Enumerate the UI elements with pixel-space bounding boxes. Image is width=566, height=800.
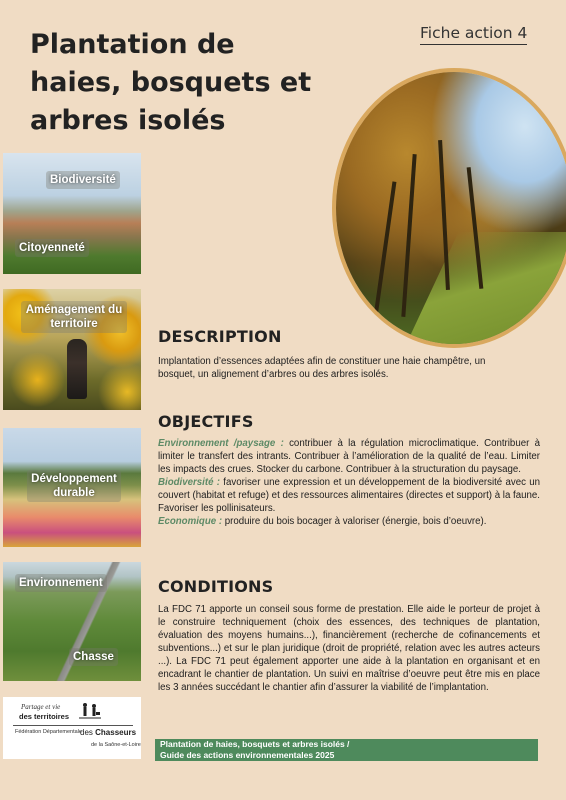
objectifs-environnement: Environnement /paysage : contribuer à la régulation microclimatique. Contribuer à limiter le transfert des intrants. Contribuer à l’amélioration de la qualité de l’eau. Limiter les impacts des crues. Stocker du carbone. Contribuer à la structuration du paysage. — [158, 438, 540, 475]
objectifs-economique: Economique : produire du bois bocager à valoriser (énergie, bois d’oeuvre). — [158, 516, 487, 527]
conditions-heading: CONDITIONS — [158, 577, 274, 596]
logo-tagline2: des territoires — [19, 712, 70, 721]
description-heading: DESCRIPTION — [158, 327, 282, 346]
description-text: Implantation d’essences adaptées afin de constituer une haie champêtre, un bosquet, un alignement d’arbres ou des arbres isolés. — [158, 356, 486, 380]
fdc71-logo — [3, 697, 141, 759]
label-citoyennete: Citoyenneté — [15, 239, 89, 257]
label-chasse: Chasse — [69, 648, 118, 666]
logo-federation: Fédération Départementale — [15, 729, 82, 735]
label-environnement: Environnement — [15, 574, 107, 592]
conditions-section — [158, 577, 540, 694]
thumbnail-sunflower-photo — [3, 289, 141, 410]
page-title: Plantation de haies, bosquets et arbres isolés — [30, 29, 312, 136]
objectifs-section — [158, 412, 540, 528]
label-amenagement: Aménagement du territoire — [21, 301, 127, 333]
footer-line1: Plantation de haies, bosquets et arbres isolés / — [160, 739, 350, 749]
hunters-silhouette-icon — [79, 701, 101, 721]
logo-tagline: Partage et vie — [21, 703, 61, 711]
footer-banner — [155, 739, 538, 761]
logo-chasseurs: des Chasseurs — [80, 728, 137, 737]
label-biodiversite: Biodiversité — [46, 171, 120, 189]
label-developpement: Développement durable — [27, 470, 121, 502]
birdwatcher-figure — [67, 339, 87, 399]
conditions-text: La FDC 71 apporte un conseil sous forme de prestation. Elle aide le porteur de projet à le construire techniquement (choix des essences, des techniques de plantation, évaluation des moyens humains...), financièrement (recherche de cofinancements et subventions...) et sur le plan juridique (droit de propriété, relation avec les autres acteurs ...). La FDC 71 peut également apporter une aide à la plantation en organisant et en encadrant le chantier de plantation. Un suivi en maîtrise d’oeuvre peut être mis en place les 3 années succédant le chantier afin d’assurer la viabilité de l’implantation. — [158, 604, 540, 693]
thumbnail-road-landscape-photo — [3, 562, 141, 681]
hero-hedge-photo — [336, 72, 566, 344]
description-section — [158, 327, 540, 381]
objectifs-heading: OBJECTIFS — [158, 412, 254, 431]
fiche-action-label: Fiche action 4 — [420, 24, 527, 45]
objectifs-biodiversite: Biodiversité : favoriser une expression et un développement de la biodiversité avec un couvert (habitat et refuge) et des ressources alimentaires (directes et support) à la faune. Favoriser les pollinisateurs. — [158, 477, 541, 514]
thumbnail-flower-field-photo — [3, 428, 141, 547]
logo-region: de la Saône-et-Loire — [91, 742, 141, 748]
footer-line2: Guide des actions environnementales 2025 — [160, 749, 335, 760]
thumbnail-landscape-photo — [3, 153, 141, 274]
